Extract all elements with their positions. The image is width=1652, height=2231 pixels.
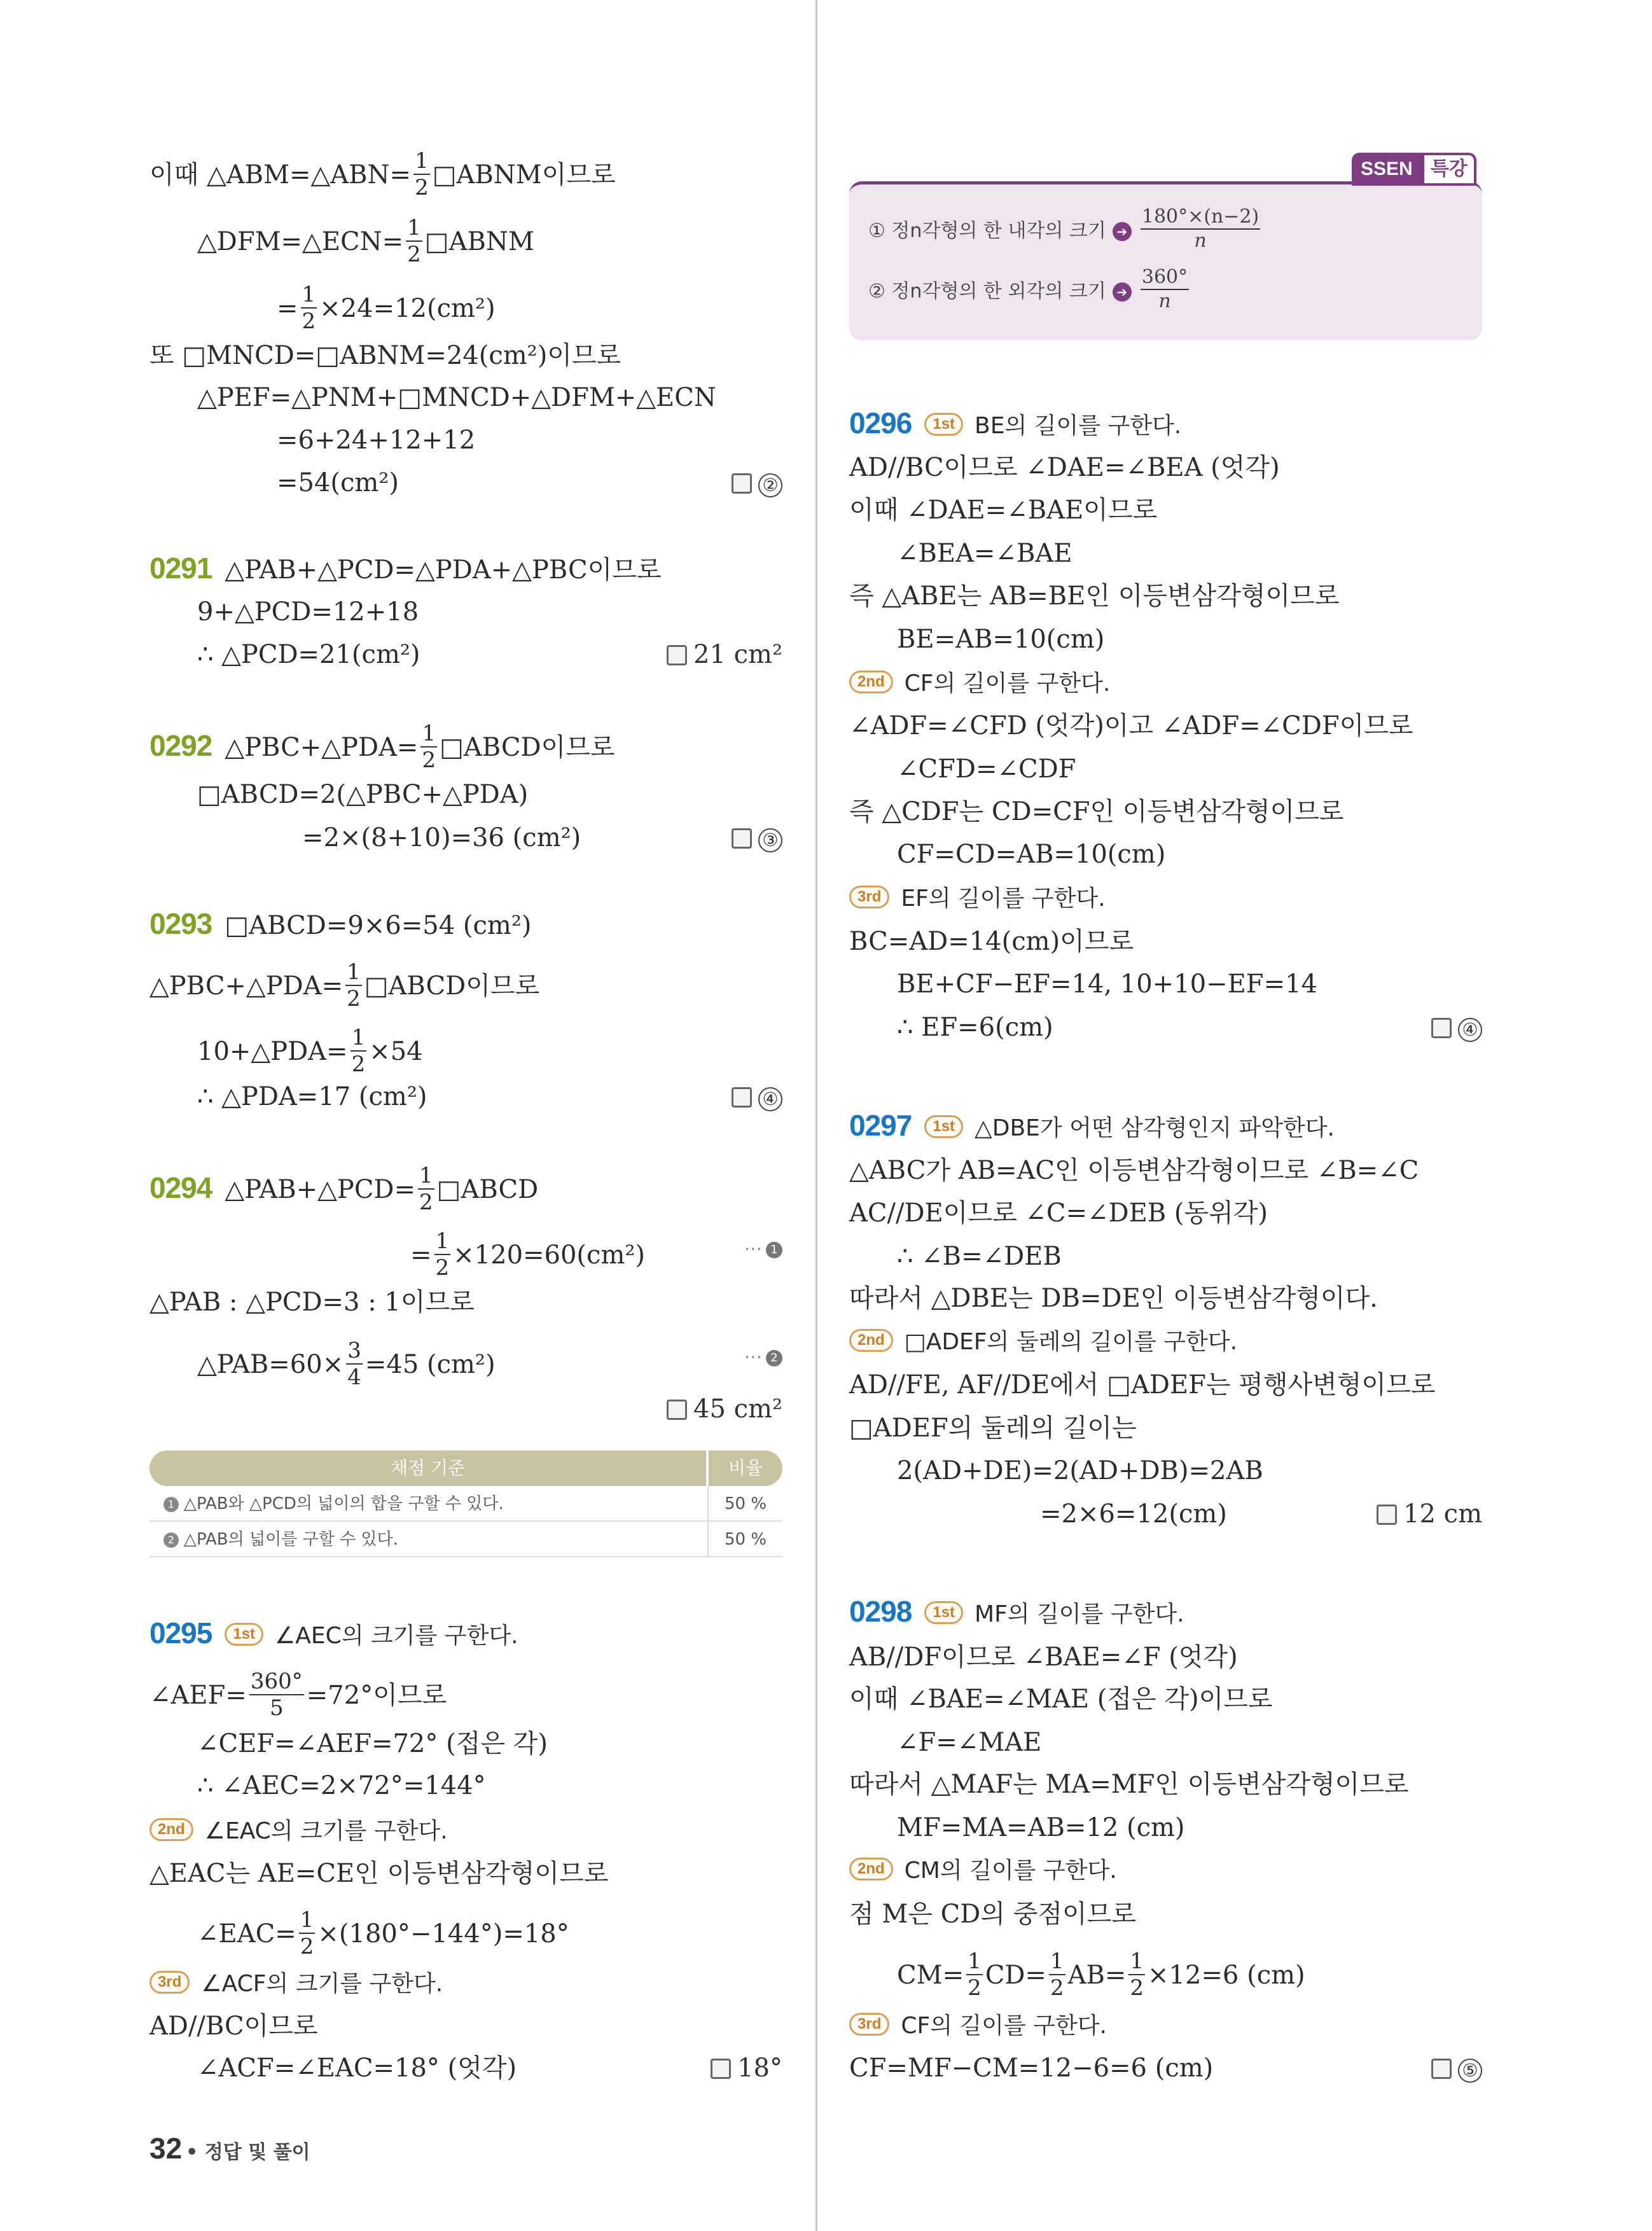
text-line: =6+24+12+12: [277, 426, 476, 455]
table-row: 1 △PAB와 △PCD의 넓이의 합을 구할 수 있다. 50 %: [149, 1486, 782, 1522]
text-line: 따라서 △DBE는 DB=DE인 이등변삼각형이다.: [849, 1284, 1378, 1313]
text-line: □ADEF의 둘레의 길이는: [849, 1414, 1137, 1443]
header-criteria: 채점 기준: [149, 1450, 706, 1486]
answer-icon: [732, 1087, 752, 1108]
answer-icon: [1431, 2059, 1452, 2079]
step-2-line: 2nd CM의 길이를 구한다.: [849, 1854, 1117, 1887]
fraction: $\frac{1}{2}$: [302, 282, 316, 334]
scoring-table-header: [149, 1450, 782, 1486]
text-line: =2×(8+10)=36 (cm²): [302, 823, 581, 852]
problem-number: 0292: [149, 729, 212, 762]
text-line: ∠CEF=∠AEF=72° (접은 각): [197, 1729, 548, 1758]
text-line: △PAB : △PCD=3 : 1이므로: [149, 1288, 475, 1317]
step-3-line: 3rd CF의 길이를 구한다.: [849, 2009, 1107, 2042]
text-line: AD//BC이므로: [149, 2012, 318, 2041]
answer-icon: [667, 645, 687, 665]
problem-0293: 0293 □ABCD=9×6=54 (cm²): [149, 907, 532, 940]
text-line: = $\frac{1}{2}$ ×120=60(cm²): [410, 1228, 646, 1281]
step-badge: 3rd: [849, 886, 889, 908]
problem-0294: 0294 △PAB+△PCD= $\frac{1}{2}$ □ABCD: [149, 1163, 539, 1215]
fraction: $\frac{1}{2}$: [1130, 1949, 1144, 2001]
text-line: ∴ △PCD=21(cm²): [197, 640, 420, 669]
answer-icon: [1431, 1018, 1452, 1038]
fraction: $\frac{1}{2}$: [351, 1025, 366, 1077]
step-badge: 2nd: [849, 1858, 893, 1880]
problem-number: 0297: [849, 1109, 912, 1142]
fraction: $\frac{180^\circ\times(n-2)}{n}$: [1141, 205, 1260, 252]
scoring-table: [149, 1450, 782, 1557]
column-divider: [816, 0, 817, 2231]
text-line: ∠ACF=∠EAC=18° (엇각): [197, 2054, 517, 2083]
step-2-line: 2nd □ADEF의 둘레의 길이를 구한다.: [849, 1325, 1237, 1358]
step-ref-2: ⋯ 2: [744, 1346, 782, 1368]
fraction: $\frac{1}{2}$: [415, 148, 429, 200]
interior-angle-formula: ① 정n각형의 한 내각의 크기 ➔ $\frac{180^\circ\times(n-2)}{n}$: [868, 205, 1260, 252]
step-badge: 3rd: [849, 2013, 889, 2036]
step-ref-1: ⋯ 1: [744, 1238, 782, 1260]
answer-mark: ⑤: [1431, 2052, 1482, 2084]
page-footer: [149, 2131, 310, 2165]
text-line: 즉 △CDF는 CD=CF인 이등변삼각형이므로: [849, 797, 1344, 826]
step-badge: 1st: [225, 1623, 263, 1646]
answer-icon: [1377, 1505, 1397, 1525]
special-lecture-box: [849, 158, 1482, 340]
answer-icon: [732, 473, 752, 494]
text-line: CF=MF−CM=12−6=6 (cm): [849, 2054, 1214, 2083]
answer-mark: ④: [732, 1081, 782, 1113]
text-line: △ABC가 AB=AC인 이등변삼각형이므로 ∠B=∠C: [849, 1156, 1419, 1185]
problem-0295: 0295 1st ∠AEC의 크기를 구한다.: [149, 1616, 518, 1650]
text-line: ∴ △PDA=17 (cm²): [197, 1082, 427, 1111]
answer-mark: 12 cm: [1377, 1498, 1482, 1530]
arrow-icon: ➔: [1113, 222, 1132, 241]
problem-0292: 0292 △PBC+△PDA= $\frac{1}{2}$ □ABCD이므로: [149, 721, 615, 773]
step-badge: 2nd: [849, 671, 893, 693]
exterior-angle-formula: ② 정n각형의 한 외각의 크기 ➔ $\frac{360^\circ}{n}$: [868, 266, 1188, 312]
text-line: 2(AD+DE)=2(AD+DB)=2AB: [897, 1456, 1263, 1485]
step-2-line: 2nd CF의 길이를 구한다.: [849, 667, 1110, 700]
answer-icon: [732, 828, 752, 849]
text-line: ∠ADF=∠CFD (엇각)이고 ∠ADF=∠CDF이므로: [849, 711, 1413, 740]
step-3-line: 3rd ∠ACF의 크기를 구한다.: [149, 1967, 443, 2000]
fraction: $\frac{1}{2}$: [422, 721, 436, 773]
fraction: $\frac{1}{2}$: [1050, 1949, 1064, 2001]
table-row: 2 △PAB의 넓이를 구할 수 있다. 50 %: [149, 1522, 782, 1557]
page-number: 32: [149, 2132, 183, 2165]
header-ratio: 비율: [709, 1450, 782, 1486]
text-line: =54(cm²): [277, 468, 399, 497]
text-line: CF=CD=AB=10(cm): [897, 840, 1166, 869]
answer-mark: ③: [732, 822, 782, 854]
arrow-icon: ➔: [1113, 282, 1132, 302]
text-line: 이때 ∠DAE=∠BAE이므로: [849, 496, 1158, 525]
fraction: $\frac{360^\circ}{5}$: [250, 1669, 303, 1721]
text-line: ∴ ∠B=∠DEB: [897, 1242, 1062, 1271]
fraction: $\frac{1}{2}$: [419, 1163, 433, 1215]
text-line: MF=MA=AB=12 (cm): [897, 1813, 1185, 1842]
text-line: BE+CF−EF=14, 10+10−EF=14: [897, 970, 1317, 999]
text-line: = $\frac{1}{2}$ ×24=12(cm²): [277, 282, 496, 334]
problem-number: 0293: [149, 907, 212, 940]
text-line: =2×6=12(cm): [1040, 1499, 1227, 1529]
fraction: $\frac{1}{2}$: [968, 1949, 982, 2001]
text-line: AB//DF이므로 ∠BAE=∠F (엇각): [849, 1643, 1238, 1672]
answer-mark: 45 cm²: [667, 1393, 782, 1425]
step-3-line: 3rd EF의 길이를 구한다.: [849, 882, 1106, 915]
text-line: AC//DE이므로 ∠C=∠DEB (동위각): [849, 1199, 1268, 1228]
fraction: $\frac{1}{2}$: [300, 1907, 314, 1959]
problem-0291: 0291 △PAB+△PCD=△PDA+△PBC이므로: [149, 552, 662, 585]
step-badge: 1st: [924, 413, 963, 436]
step-badge: 2nd: [849, 1329, 893, 1352]
text-line: ∴ EF=6(cm): [897, 1013, 1053, 1042]
text-line: ∠F=∠MAE: [897, 1728, 1042, 1757]
step-badge: 1st: [924, 1601, 963, 1624]
text-line: 이때 ∠BAE=∠MAE (접은 각)이므로: [849, 1685, 1273, 1714]
step-badge: 3rd: [149, 1971, 190, 1994]
text-line: ∴ ∠AEC=2×72°=144°: [197, 1771, 486, 1800]
text-line: △PBC+△PDA= $\frac{1}{2}$ □ABCD이므로: [149, 959, 540, 1011]
text-line: 9+△PCD=12+18: [197, 597, 419, 627]
step-badge: 2nd: [149, 1818, 193, 1841]
step-badge: 1st: [924, 1115, 963, 1138]
text-line: BE=AB=10(cm): [897, 625, 1105, 654]
text-line: AD//FE, AF//DE에서 □ADEF는 평행사변형이므로: [849, 1370, 1436, 1400]
text-line: ∠AEF= $\frac{360^\circ}{5}$ =72°이므로: [149, 1669, 447, 1721]
fraction: $\frac{360^\circ}{n}$: [1141, 266, 1188, 312]
text-line: 또 □MNCD=□ABNM=24(cm²)이므로: [149, 341, 621, 370]
text-line: △DFM=△ECN= $\frac{1}{2}$ □ABNM: [197, 215, 534, 267]
problem-number: 0298: [849, 1595, 912, 1628]
text-line: △PAB=60× $\frac{3}{4}$ =45 (cm²): [197, 1338, 496, 1390]
answer-mark: 21 cm²: [667, 639, 782, 671]
fraction: $\frac{1}{2}$: [435, 1228, 450, 1281]
step-2-line: 2nd ∠EAC의 크기를 구한다.: [149, 1814, 448, 1847]
ssen-special-tab: SSEN 특강: [1352, 153, 1476, 186]
fraction: $\frac{1}{2}$: [407, 215, 421, 267]
text-line: □ABCD=2(△PBC+△PDA): [197, 780, 529, 809]
text-line: △PEF=△PNM+□MNCD+△DFM+△ECN: [197, 383, 716, 412]
text-line: 점 M은 CD의 중점이므로: [849, 1900, 1136, 1929]
answer-mark: ④: [1431, 1011, 1482, 1043]
text-line: △EAC는 AE=CE인 이등변삼각형이므로: [149, 1859, 609, 1888]
problem-number: 0291: [149, 552, 212, 585]
problem-0296: 0296 1st BE의 길이를 구한다.: [849, 407, 1182, 440]
problem-number: 0296: [849, 407, 912, 440]
text-line: 이때 △ABM=△ABN= $\frac{1}{2}$ □ABNM이므로: [149, 148, 616, 200]
text-line: ∠BEA=∠BAE: [897, 539, 1072, 568]
problem-0298: 0298 1st MF의 길이를 구한다.: [849, 1595, 1184, 1628]
text-line: ∠CFD=∠CDF: [897, 754, 1076, 784]
problem-0297: 0297 1st △DBE가 어떤 삼각형인지 파악한다.: [849, 1109, 1335, 1142]
text-line: ∠EAC= $\frac{1}{2}$ ×(180°−144°)=18°: [197, 1907, 569, 1959]
answer-mark: ②: [732, 467, 782, 499]
text-line: CM= $\frac{1}{2}$ CD= $\frac{1}{2}$ AB= $\frac{1}{2}$ ×12=6 (cm): [897, 1949, 1305, 2001]
problem-number: 0295: [149, 1616, 212, 1650]
footer-text: • 정답 및 풀이: [186, 2141, 310, 2164]
text-line: AD//BC이므로 ∠DAE=∠BEA (엇각): [849, 453, 1280, 482]
text-line: 10+△PDA= $\frac{1}{2}$ ×54: [197, 1025, 423, 1077]
text-line: 즉 △ABE는 AB=BE인 이등변삼각형이므로: [849, 581, 1340, 611]
problem-number: 0294: [149, 1171, 212, 1204]
fraction: $\frac{1}{2}$: [347, 959, 361, 1011]
answer-mark: 18°: [711, 2052, 782, 2084]
answer-icon: [711, 2059, 731, 2079]
text-line: 따라서 △MAF는 MA=MF인 이등변삼각형이므로: [849, 1770, 1409, 1799]
answer-icon: [667, 1400, 687, 1420]
text-line: BC=AD=14(cm)이므로: [849, 927, 1134, 956]
fraction: $\frac{3}{4}$: [347, 1338, 361, 1390]
